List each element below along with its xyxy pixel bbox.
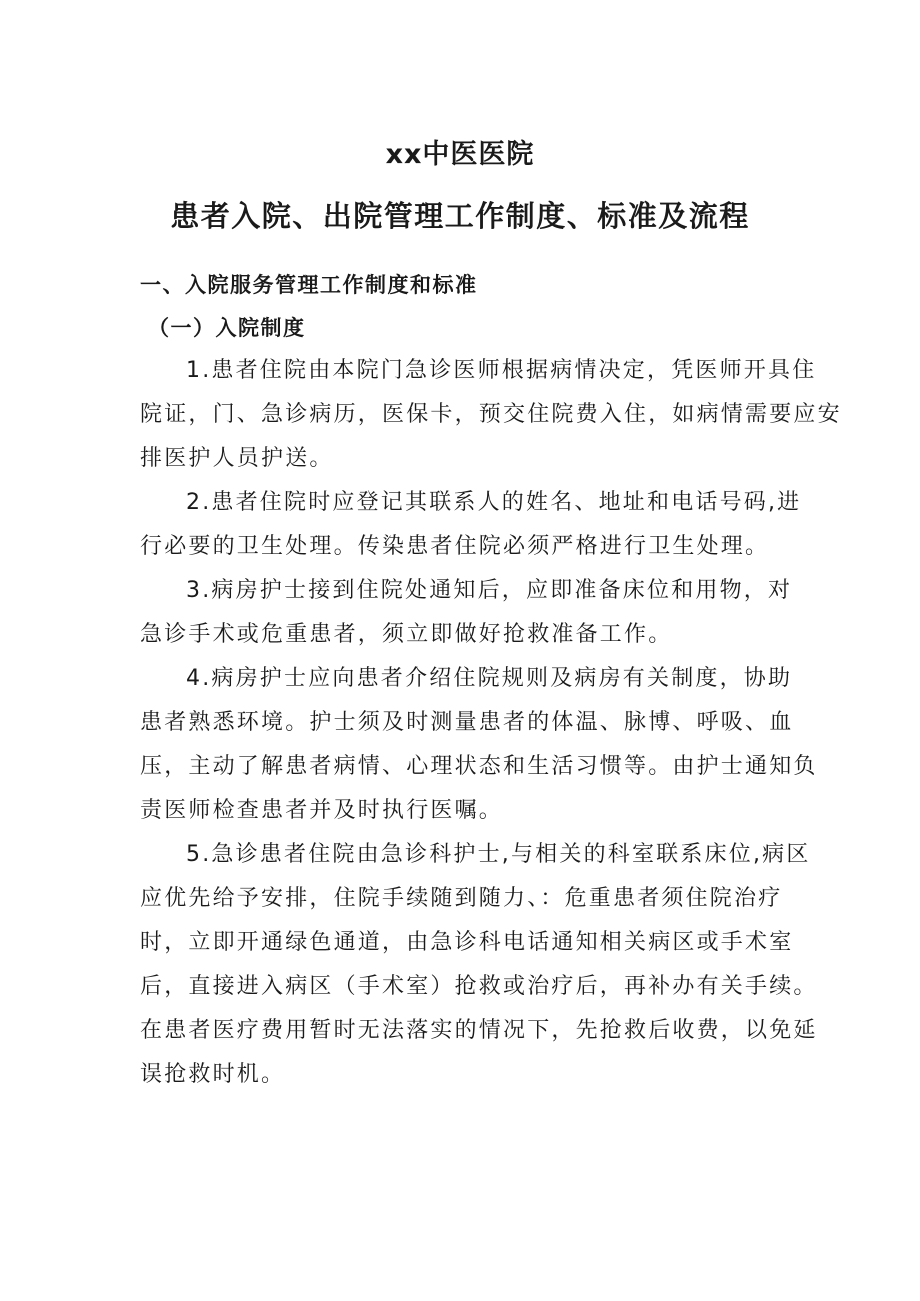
paragraph-line: 排医护人员护送。: [140, 446, 334, 471]
paragraph-line: 2.患者住院时应登记其联系人的姓名、地址和电话号码,进: [186, 490, 802, 515]
paragraph-line: 患者熟悉环境。护士须及时测量患者的体温、脉博、呼吸、血: [140, 710, 794, 735]
paragraph-line: 院证，门、急诊病历，医保卡，预交住院费入住，如病情需要应安: [140, 402, 842, 427]
section-heading: 一、入院服务管理工作制度和标准: [140, 273, 478, 297]
paragraph-line: 5.急诊患者住院由急诊科护士,与相关的科室联系床位,病区: [186, 842, 811, 867]
paragraph-line: 1.患者住院由本院门急诊医师根据病情决定，凭医师开具住: [186, 358, 817, 383]
paragraph-line: 时，立即开通绿色通道，由急诊科电话通知相关病区或手术室: [140, 930, 794, 955]
paragraph-line: 3.病房护士接到住院处通知后，应即准备床位和用物，对: [186, 578, 793, 603]
paragraph-line: 后，直接进入病区（手术室）抢救或治疗后，再补办有关手续。: [140, 974, 818, 999]
paragraph-line: 4.病房护士应向患者介绍住院规则及病房有关制度，协助: [186, 666, 793, 691]
paragraph-line: 在患者医疗费用暂时无法落实的情况下，先抢救后收费，以免延: [140, 1018, 818, 1043]
paragraph-line: 责医师检查患者并及时执行医嘱。: [140, 798, 504, 823]
paragraph-line: 误抢救时机。: [140, 1062, 286, 1087]
paragraph-line: 行必要的卫生处理。传染患者住院必须严格进行卫生处理。: [140, 534, 770, 559]
document-subtitle: 患者入院、出院管理工作制度、标准及流程: [170, 199, 750, 233]
paragraph-line: 应优先给予安排，住院手续随到随力、：危重患者须住院治疗: [140, 886, 783, 911]
subsection-heading: （一）入院制度: [148, 316, 306, 340]
document-title: xx中医医院: [385, 139, 535, 170]
paragraph-line: 急诊手术或危重患者，须立即做好抢救准备工作。: [140, 622, 673, 647]
paragraph-line: 压，主动了解患者病情、心理状态和生活习惯等。由护士通知负: [140, 754, 818, 779]
